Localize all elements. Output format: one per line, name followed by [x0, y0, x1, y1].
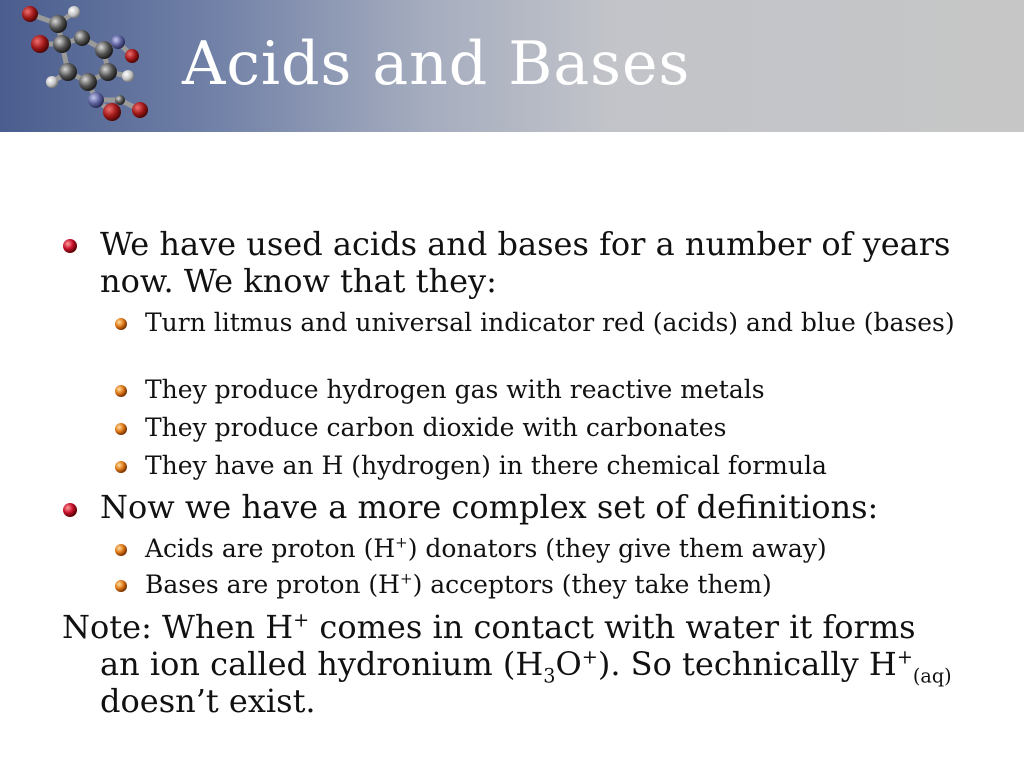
- orange-bullet-icon: [114, 317, 128, 331]
- orange-bullet-icon: [114, 460, 128, 474]
- slide-title: Acids and Bases: [182, 29, 691, 99]
- sub-bullet-item: They produce hydrogen gas with reactive metals: [145, 375, 765, 404]
- orange-bullet-icon: [114, 579, 128, 593]
- orange-bullet-icon: [114, 422, 128, 436]
- orange-bullet-icon: [114, 543, 128, 557]
- sub-bullet-item: They produce carbon dioxide with carbonates: [145, 413, 727, 442]
- bullet-item: We have used acids and bases for a number of years now. We know that they:: [100, 225, 951, 300]
- sub-bullet-item: Turn litmus and universal indicator red (acids) and blue (bases): [145, 308, 955, 337]
- sub-bullet-item-acids: Acids are proton (H+) donators (they give them away): [145, 533, 827, 563]
- sub-bullet-item-bases: Bases are proton (H+) acceptors (they take them): [145, 569, 772, 599]
- red-bullet-icon: [62, 238, 78, 254]
- red-bullet-icon: [62, 502, 78, 518]
- note-paragraph: Note: When H+ comes in contact with water it forms an ion called hydronium $(H_3O^+)$. So technically $H^+_{(aq)}$ doesn’t exist.: [62, 608, 952, 720]
- sub-bullet-item: They have an H (hydrogen) in there chemical formula: [145, 451, 827, 480]
- bullet-item: Now we have a more complex set of definitions:: [100, 488, 879, 526]
- orange-bullet-icon: [114, 384, 128, 398]
